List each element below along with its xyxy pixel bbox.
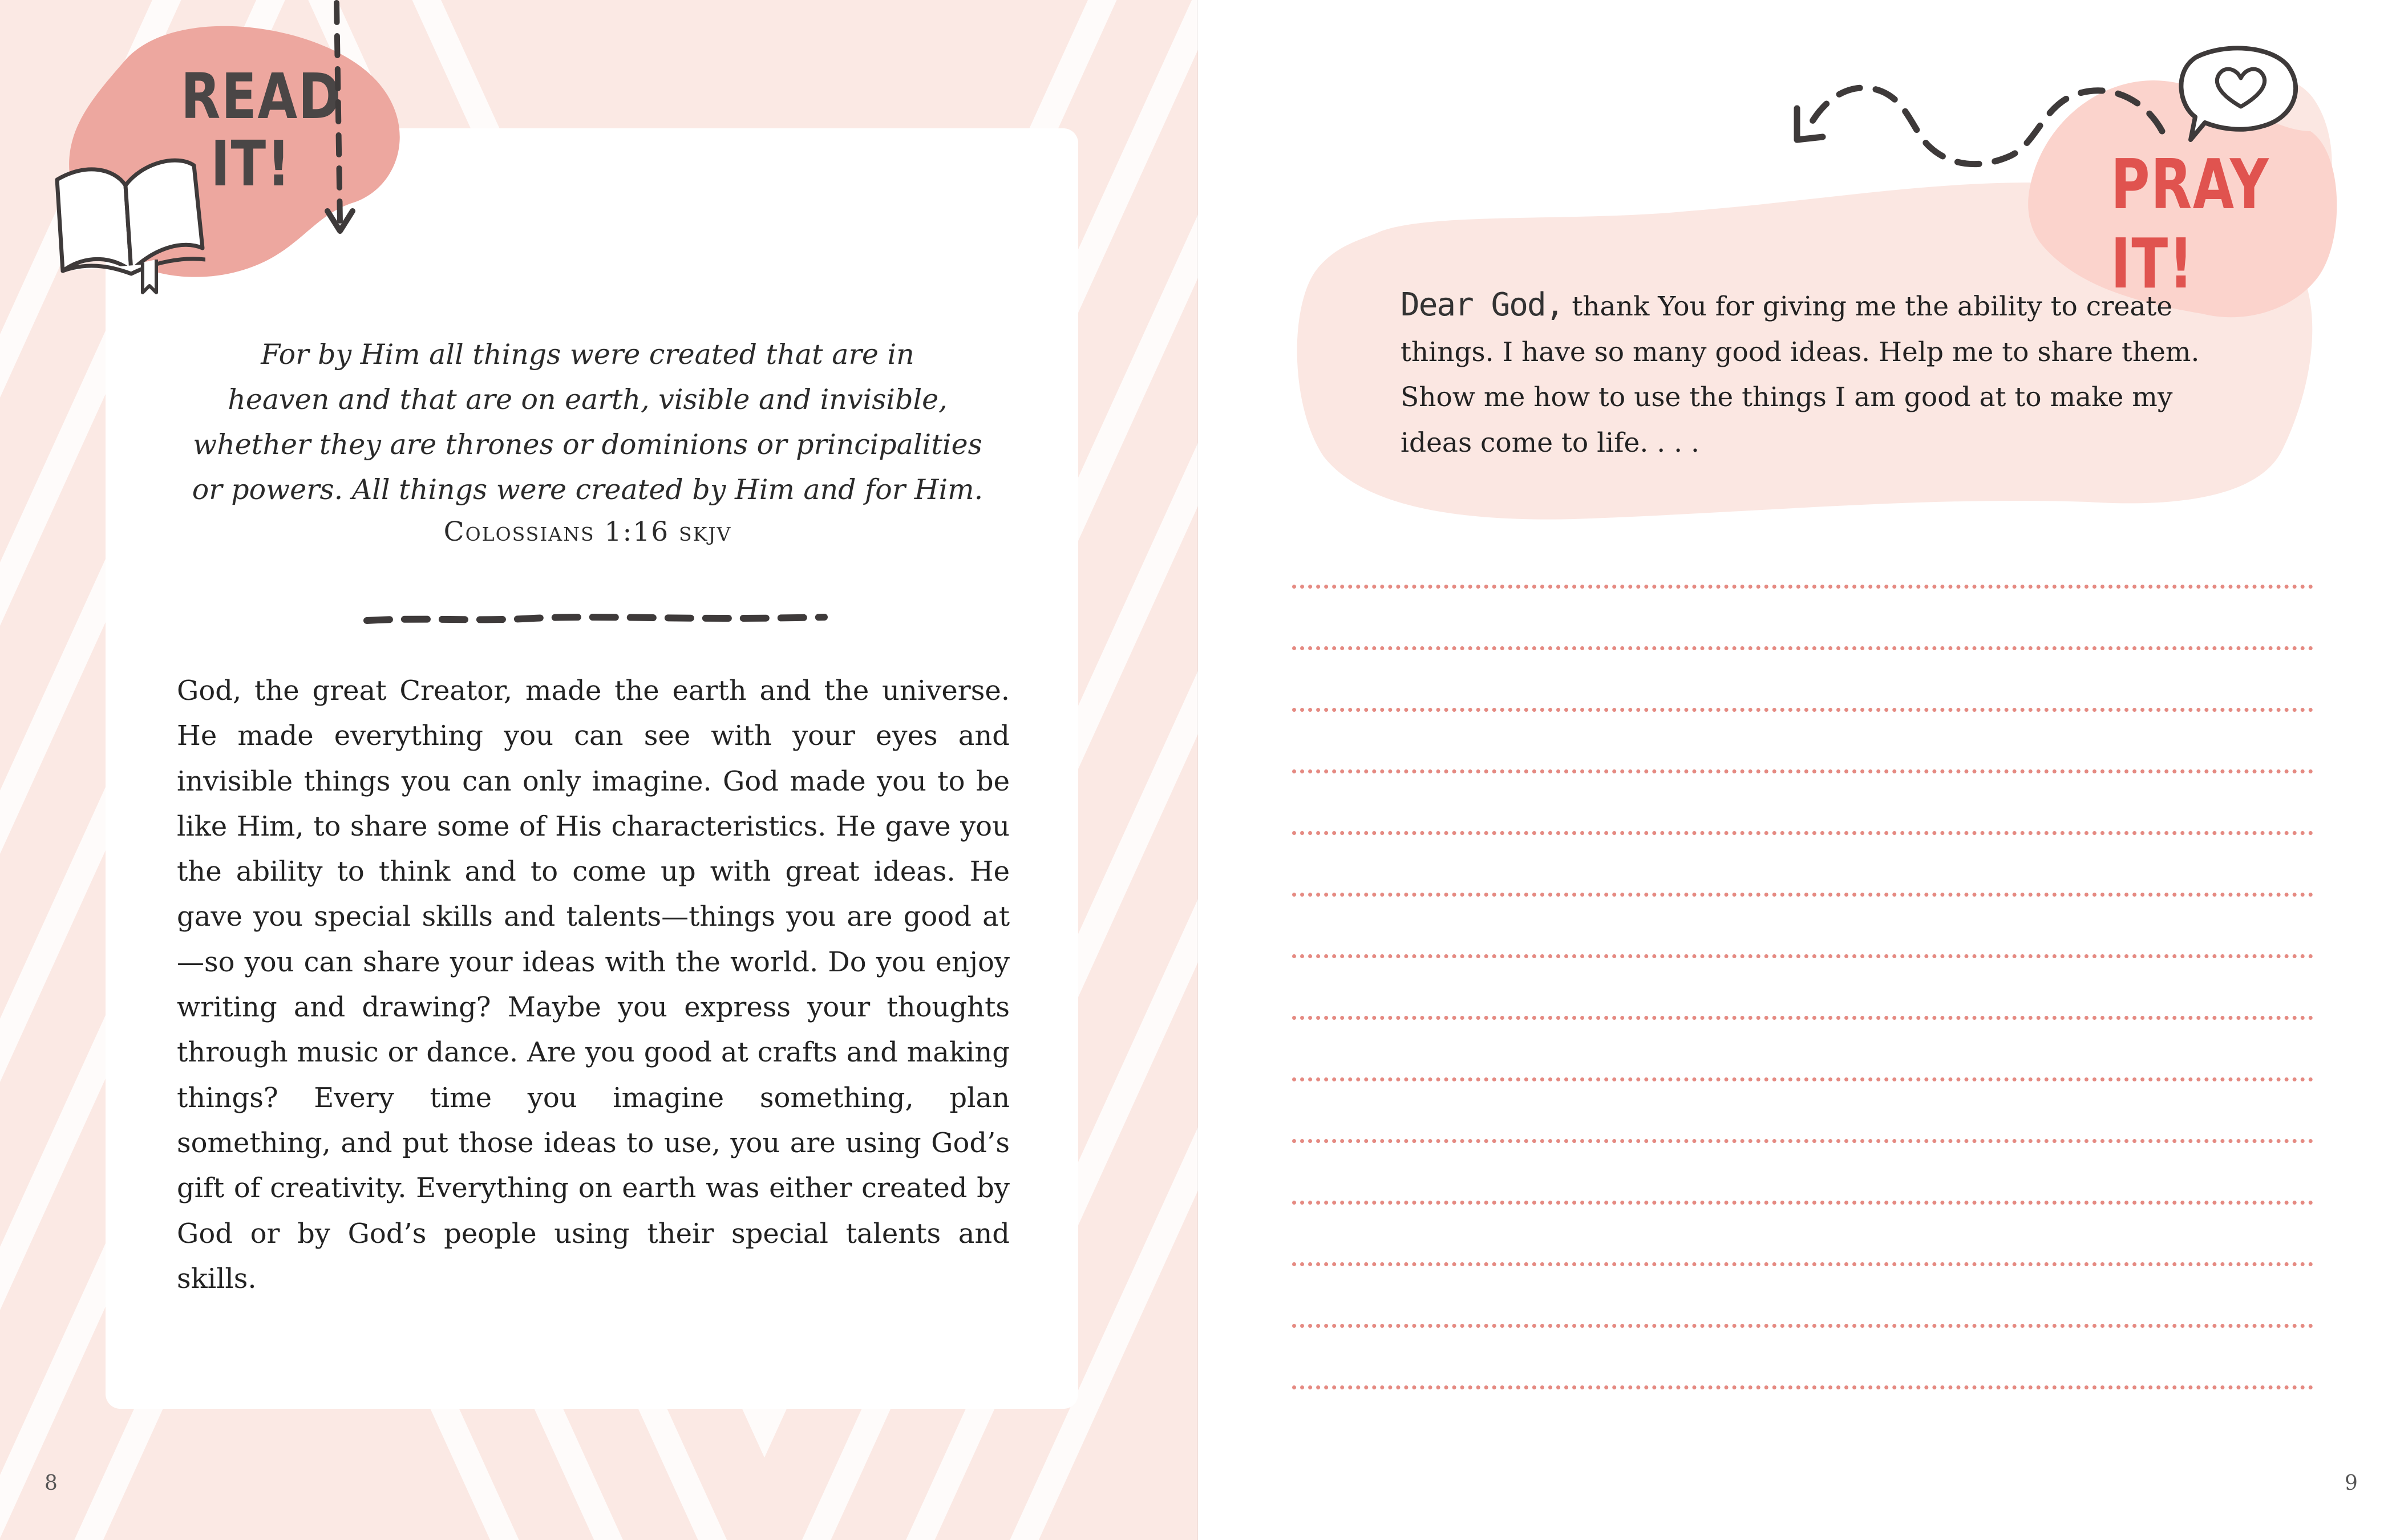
dashed-arrow-down-icon <box>319 0 371 245</box>
writing-line[interactable] <box>1292 1324 2313 1328</box>
prayer-body: thank You for giving me the ability to create things. I have so many good ideas. Help me to share them. Show me how to use the things I am good at to make my ideas come to life. . . . <box>1401 291 2200 459</box>
scripture-verse <box>188 332 987 512</box>
page-number-right: 9 <box>2345 1472 2358 1495</box>
verse-line: or powers. All things were created by Him and for Him. <box>192 473 984 506</box>
writing-line[interactable] <box>1292 1016 2313 1020</box>
writing-line[interactable] <box>1292 585 2313 589</box>
dashed-swirl-arrow-icon <box>1740 71 2174 220</box>
journal-writing-area[interactable] <box>1292 585 2313 1447</box>
writing-line[interactable] <box>1292 954 2313 958</box>
page-number-left: 8 <box>44 1472 58 1495</box>
read-it-title-line1: READ <box>181 60 342 133</box>
dashed-divider <box>362 610 830 627</box>
writing-line[interactable] <box>1292 893 2313 897</box>
writing-line[interactable] <box>1292 831 2313 835</box>
open-book-icon <box>40 145 205 299</box>
verse-line: whether they are thrones or dominions or principalities <box>193 428 982 461</box>
writing-line[interactable] <box>1292 708 2313 712</box>
heart-speech-bubble-icon <box>2174 43 2305 151</box>
writing-line[interactable] <box>1292 1262 2313 1266</box>
writing-line[interactable] <box>1292 1077 2313 1081</box>
writing-line[interactable] <box>1292 769 2313 773</box>
writing-line[interactable] <box>1292 1385 2313 1389</box>
pray-it-title: PRAY IT! <box>2111 145 2270 304</box>
verse-line: For by Him all things were created that are in <box>261 338 914 371</box>
devotional-body-text: God, the great Creator, made the earth and the universe. He made everything you can see with your eyes and invisible things you can only imagine. God made you to be like Him, to share some of His characteristics. He gave you the ability to think and to come up with great ideas. He gave you special skills and talents—things you are good at—so you can share your ideas with the world. Do you enjoy writing and drawing? Maybe you express your thoughts through music or dance. Are you good at crafts and making things? Every time you imagine something, plan something, and put those ideas to use, you are using God’s gift of creativity. Everything on earth was either created by God or by God’s people using their special talents and skills. <box>177 675 1010 1295</box>
prayer-prompt-text <box>1401 282 2222 465</box>
verse-line: heaven and that are on earth, visible and invisible, <box>228 383 948 416</box>
writing-line[interactable] <box>1292 1201 2313 1205</box>
verse-reference: Colossians 1:16 skjv <box>443 516 732 548</box>
prayer-salutation: Dear God, <box>1401 286 1564 323</box>
read-it-title-line2: IT! <box>211 127 292 200</box>
writing-line[interactable] <box>1292 646 2313 650</box>
writing-line[interactable] <box>1292 1139 2313 1143</box>
